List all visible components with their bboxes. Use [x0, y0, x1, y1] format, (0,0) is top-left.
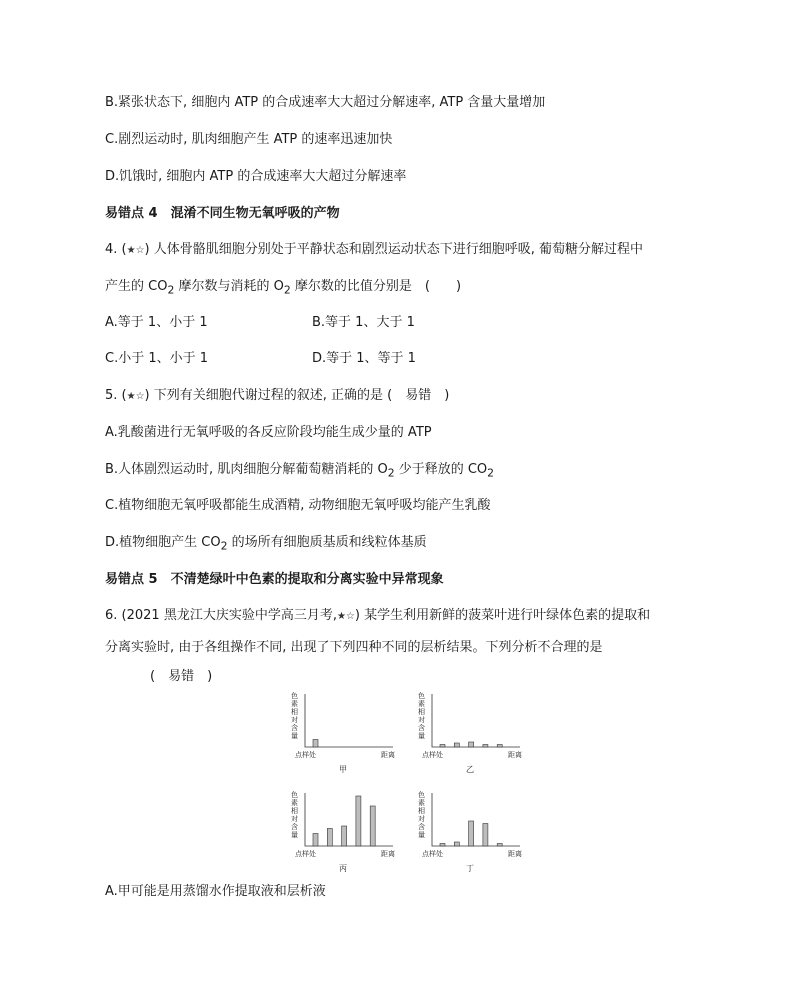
- axes: [305, 694, 393, 747]
- q4-options-row2: [105, 350, 525, 368]
- q5-option-b: [105, 461, 494, 483]
- q5-option-d: [105, 534, 427, 556]
- difficulty-star-icon: ★☆: [126, 391, 145, 402]
- q6-text: ) 某学生利用新鲜的菠菜叶进行叶绿体色素的提取和: [354, 608, 651, 623]
- x-end-label: 距离: [381, 751, 395, 759]
- q4-option-d: D.等于 1、等于 1: [312, 351, 416, 366]
- y-axis-label: 色素相对含量: [418, 791, 425, 839]
- panel-caption: 乙: [466, 765, 474, 774]
- q5-option-a: A.乳酸菌进行无氧呼吸的各反应阶段均能生成少量的 ATP: [105, 425, 432, 440]
- axes: [432, 793, 520, 846]
- q4-text-c: 摩尔数的比值分别是 ( ): [290, 279, 462, 294]
- panel-caption: 丙: [339, 864, 347, 873]
- q4-text: ) 人体骨骼肌细胞分别处于平静状态和剧烈运动状态下进行细胞呼吸, 葡萄糖分解过程中: [144, 242, 644, 257]
- question-6-line2: 分离实验时, 由于各组操作不同, 出现了下列四种不同的层析结果。下列分析不合理的是: [105, 640, 603, 655]
- bar: [440, 745, 445, 748]
- chart-svg: [430, 791, 540, 853]
- subscript: 2: [487, 466, 495, 480]
- q5-b-text-b: 少于释放的 CO: [394, 462, 488, 477]
- bar: [313, 740, 318, 748]
- question-5: [105, 387, 449, 406]
- bar: [454, 743, 459, 747]
- y-axis-label: 色素相对含量: [291, 692, 298, 740]
- bar: [497, 745, 502, 748]
- bar: [497, 844, 502, 847]
- q4-text-a: 产生的 CO: [105, 279, 168, 294]
- bar: [454, 842, 459, 846]
- chart-panel-2: [418, 692, 540, 777]
- option-b-q3: B.紧张状态下, 细胞内 ATP 的合成速率大大超过分解速率, ATP 含量大量增加: [105, 95, 546, 110]
- q5-d-text-b: 的场所有细胞质基质和线粒体基质: [227, 535, 427, 550]
- question-4-line1: [105, 241, 643, 260]
- y-axis-label: 色素相对含量: [291, 791, 298, 839]
- chart-svg: [303, 692, 413, 754]
- chart-panel-1: [291, 692, 413, 777]
- chart-svg: [303, 791, 413, 853]
- panel-caption: 甲: [339, 765, 347, 774]
- difficulty-star-icon: ★☆: [126, 245, 145, 256]
- panel-caption: 丁: [466, 864, 474, 873]
- x-start-label: 点样处: [295, 751, 316, 759]
- bar: [370, 806, 375, 846]
- question-4-line2: [105, 278, 461, 300]
- q5-d-text-a: D.植物细胞产生 CO: [105, 535, 221, 550]
- x-end-label: 距离: [508, 850, 522, 858]
- chart-svg: [430, 692, 540, 754]
- section-heading-4: 易错点 4 混淆不同生物无氧呼吸的产物: [105, 206, 340, 221]
- y-axis-label: 色素相对含量: [418, 692, 425, 740]
- bar: [469, 742, 474, 747]
- subscript: 2: [387, 466, 395, 480]
- bar: [469, 821, 474, 846]
- q4-option-b: B.等于 1、大于 1: [312, 315, 415, 330]
- option-d-q3: D.饥饿时, 细胞内 ATP 的合成速率大大超过分解速率: [105, 169, 407, 184]
- q6-source: 6. (2021 黑龙江大庆实验中学高三月考,: [105, 608, 337, 623]
- q4-option-a: A.等于 1、小于 1: [105, 315, 208, 330]
- q4-number: 4. (: [105, 242, 127, 257]
- bar: [327, 829, 332, 847]
- q5-b-text-a: B.人体剧烈运动时, 肌肉细胞分解葡萄糖消耗的 O: [105, 462, 388, 477]
- q6-option-a: A.甲可能是用蒸馏水作提取液和层析液: [105, 884, 326, 899]
- difficulty-star-icon: ★☆: [336, 611, 355, 622]
- question-6-line1: [105, 607, 650, 626]
- section-heading-5: 易错点 5 不清楚绿叶中色素的提取和分离实验中异常现象: [105, 572, 444, 587]
- option-c-q3: C.剧烈运动时, 肌肉细胞产生 ATP 的速率迅速加快: [105, 132, 393, 147]
- bar: [313, 834, 318, 847]
- subscript: 2: [220, 539, 228, 553]
- bar: [483, 745, 488, 748]
- q4-option-c: C.小于 1、小于 1: [105, 351, 209, 366]
- bar: [440, 844, 445, 847]
- subscript: 2: [167, 283, 175, 297]
- x-end-label: 距离: [508, 751, 522, 759]
- axes: [432, 694, 520, 747]
- x-start-label: 点样处: [422, 751, 443, 759]
- q5-text: ) 下列有关细胞代谢过程的叙述, 正确的是 ( 易错 ): [144, 388, 450, 403]
- q5-option-c: C.植物细胞无氧呼吸都能生成酒精, 动物细胞无氧呼吸均能产生乳酸: [105, 498, 491, 513]
- bar: [483, 824, 488, 847]
- q4-text-b: 摩尔数与消耗的 O: [174, 279, 284, 294]
- bar: [342, 826, 347, 846]
- x-start-label: 点样处: [295, 850, 316, 858]
- question-6-tag: ( 易错 ): [150, 669, 213, 684]
- q5-number: 5. (: [105, 388, 127, 403]
- chart-panel-4: [418, 791, 540, 876]
- x-end-label: 距离: [381, 850, 395, 858]
- chart-panel-3: [291, 791, 413, 876]
- q4-options-row1: [105, 314, 525, 332]
- subscript: 2: [283, 283, 291, 297]
- x-start-label: 点样处: [422, 850, 443, 858]
- bar: [356, 796, 361, 846]
